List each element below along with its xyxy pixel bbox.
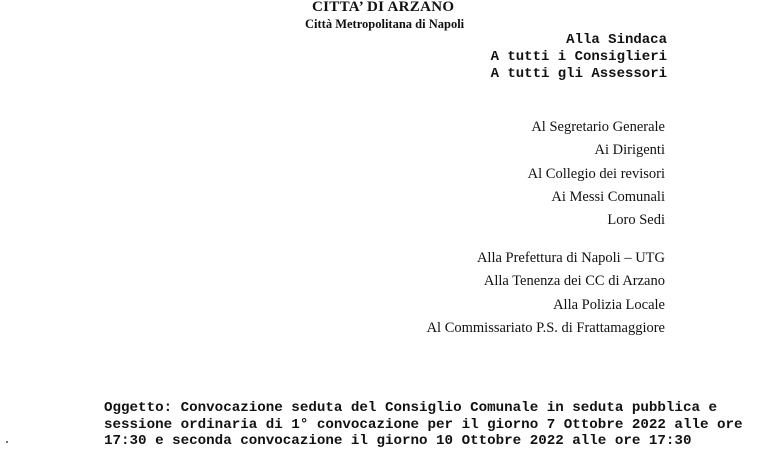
recipient-line: Alla Sindaca bbox=[566, 32, 667, 48]
recipients-tertiary bbox=[427, 247, 665, 340]
recipient-line: Ai Dirigenti bbox=[594, 142, 665, 159]
metro-subtitle: Città Metropolitana di Napoli bbox=[305, 17, 465, 31]
recipient-line: Al Commissariato P.S. di Frattamaggiore bbox=[426, 319, 665, 336]
recipients-secondary bbox=[528, 116, 665, 232]
subject-line: 17:30 e seconda convocazione il giorno 10 Ottobre 2022 alle ore 17:30 bbox=[104, 433, 692, 450]
subject-line: Oggetto: Convocazione seduta del Consiglio Comunale in seduta pubblica e bbox=[104, 400, 717, 416]
recipient-line: Alla Polizia Locale bbox=[553, 296, 665, 313]
recipient-line: A tutti i Consiglieri bbox=[490, 49, 667, 65]
subject-line: sessione ordinaria di 1° convocazione per il giorno 7 Ottobre 2022 alle ore bbox=[104, 416, 743, 433]
recipient-line: Loro Sedi bbox=[607, 212, 665, 229]
recipient-line: A tutti gli Assessori bbox=[490, 66, 667, 82]
recipient-line: Alla Tenenza dei CC di Arzano bbox=[483, 273, 665, 290]
recipients-primary bbox=[491, 32, 667, 83]
recipient-line: Al Segretario Generale bbox=[531, 119, 665, 135]
subject-paragraph bbox=[104, 400, 743, 450]
city-title: CITTA’ DI ARZANO bbox=[312, 0, 455, 15]
recipient-line: Al Collegio dei revisori bbox=[527, 165, 665, 182]
recipient-line: Alla Prefettura di Napoli – UTG bbox=[476, 250, 665, 266]
recipient-line: Ai Messi Comunali bbox=[551, 188, 665, 205]
scan-dot-mark bbox=[6, 441, 8, 443]
